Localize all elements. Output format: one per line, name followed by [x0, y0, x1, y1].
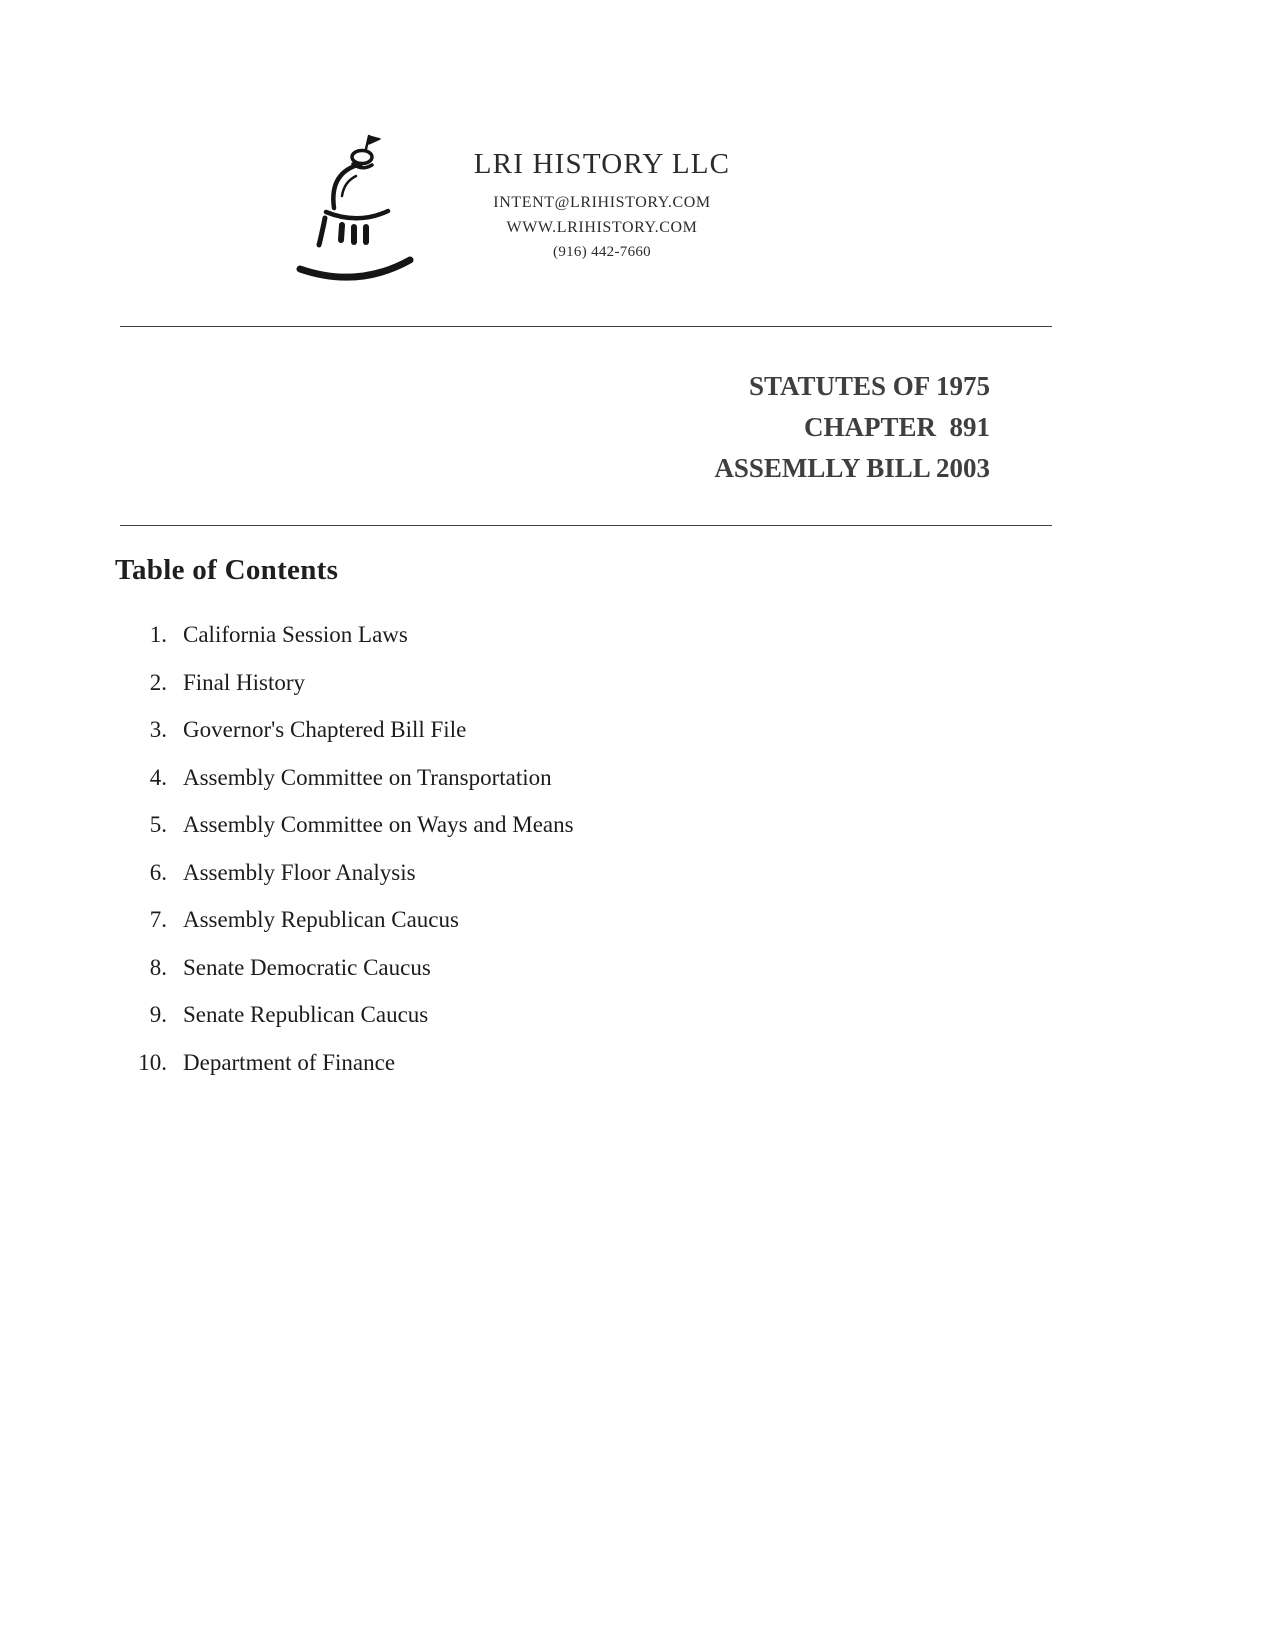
toc-item: [115, 670, 574, 718]
toc-item-title: Senate Republican Caucus: [183, 1002, 429, 1027]
document-title-line-3: ASSEMLLY BILL 2003: [714, 453, 990, 483]
toc-item-number: 7.: [149, 907, 167, 932]
company-email: INTENT@LRIHISTORY.COM: [493, 194, 711, 211]
toc-item-title: Assembly Committee on Ways and Means: [183, 812, 574, 837]
toc-item-number: 10.: [138, 1049, 167, 1075]
toc-item: [115, 812, 574, 860]
capitol-sketch-icon: [290, 122, 440, 287]
toc-item-number: 4.: [149, 764, 167, 790]
toc-item-title: Assembly Republican Caucus: [183, 907, 459, 932]
company-website: WWW.LRIHISTORY.COM: [506, 219, 698, 236]
header-rule: [120, 326, 1052, 327]
document-title-line-1: STATUTES OF 1975: [748, 371, 990, 401]
toc-item-number: 1.: [149, 622, 167, 647]
toc-item: [115, 622, 574, 670]
toc-item-title: Department of Finance: [183, 1049, 396, 1075]
toc-item-title: Final History: [183, 669, 306, 695]
toc-item-number: 9.: [149, 1002, 167, 1027]
toc-item-number: 3.: [149, 717, 167, 742]
toc-heading: Table of Contents: [115, 554, 339, 586]
toc-item-number: 8.: [149, 954, 167, 980]
toc-item-title: Assembly Floor Analysis: [183, 859, 416, 885]
toc-item: [115, 1050, 574, 1098]
company-name: LRI HISTORY LLC: [473, 148, 731, 180]
toc-item: [115, 860, 574, 908]
toc-item: [115, 1002, 574, 1050]
toc-item-number: 6.: [149, 859, 167, 885]
toc-item: [115, 717, 574, 765]
toc-item: [115, 955, 574, 1003]
toc-list: [115, 622, 574, 1097]
header: [466, 148, 738, 261]
toc-item-number: 5.: [149, 812, 167, 837]
document-title-block: [714, 366, 990, 489]
toc-item-number: 2.: [149, 669, 167, 695]
toc-item: [115, 907, 574, 955]
company-phone: (916) 442-7660: [553, 244, 651, 260]
document-title-line-2: CHAPTER 891: [803, 412, 990, 442]
title-rule: [120, 525, 1052, 526]
toc-item-title: California Session Laws: [183, 622, 408, 647]
toc-item-title: Governor's Chaptered Bill File: [183, 717, 467, 742]
toc-item: [115, 765, 574, 813]
toc-item-title: Senate Democratic Caucus: [183, 954, 431, 980]
toc-item-title: Assembly Committee on Transportation: [183, 764, 552, 790]
